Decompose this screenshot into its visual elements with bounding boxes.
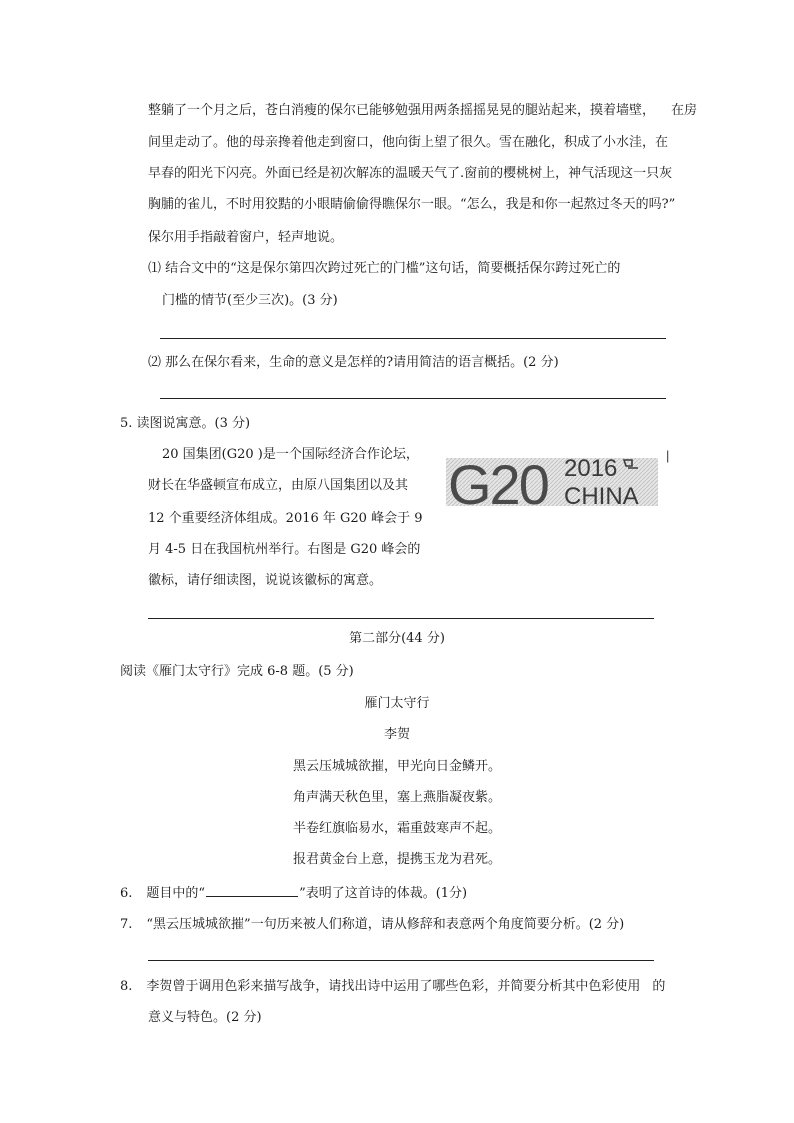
q7-number: 7. [120,917,133,932]
q6: 6. 题目中的“ ”表明了这首诗的体裁。(1分) [120,886,468,901]
q5-title: 5. 读图说寓意。(3 分) [120,416,251,431]
answer-line[interactable] [148,618,654,619]
poem-line: 报君黄金台上意，提携玉龙为君死。 [292,852,501,867]
q6-blank[interactable] [206,886,298,897]
q5-line-3: 12 个重要经济体组成。2016 年 G20 峰会于 9 [148,511,423,526]
q8-line-1: 8. 李贺曾于调用色彩来描写战争，请找出诗中运用了哪些色彩，并简要分析其中色彩使用 的 [120,979,666,994]
passage-line-3: 早春的阳光下闪亮。外面已经是初次解冻的温暖天气了.窗前的樱桃树上，神气活现这一只灰 [148,166,673,181]
poem-title: 雁门太守行 [364,696,430,711]
q6-number: 6. [120,886,133,901]
q5-line-4: 月 4-5 日在我国杭州举行。右图是 G20 峰会的 [148,542,421,557]
passage-line-5: 保尔用手指敲着窗户，轻声地说。 [148,230,344,245]
passage-line-2: 间里走动了。他的母亲搀着他走到窗口，他向街上望了很久。雪在融化，积成了小水洼，在 [148,135,669,150]
passage-line-1: 整躺了一个月之后，苍白消瘦的保尔已能够勉强用两条摇摇晃晃的腿站起来，摸着墙壁， 在房 [148,103,698,118]
part2-intro: 阅读《雁门太守行》完成 6-8 题。(5 分) [120,664,354,679]
q5-line-5: 徽标，请仔细读图，说说该徽标的寓意。 [148,573,383,588]
g20-logo-mark: G20 [448,453,548,516]
q5-line-1: 20 国集团(G20 )是一个国际经济合作论坛， [162,447,419,462]
q8-line-2: 意义与特色。(2 分) [148,1010,262,1025]
q4-sub2: ⑵ 那么在保尔看来，生命的意义是怎样的?请用简洁的语言概括。(2 分) [148,355,559,370]
poem-author: 李贺 [383,727,410,742]
poem-line: 黑云压城城欲摧，甲光向日金鳞开。 [292,759,501,774]
q5-line-2: 财长在华盛顿宣布成立，由原八国集团以及其 [148,478,409,493]
q4-sub1-line-2: 门槛的情节(至少三次)。(3 分) [162,293,338,308]
answer-line[interactable] [160,398,666,399]
q4-sub1-line-1: ⑴ 结合文中的“这是保尔第四次跨过死亡的门槛”这句话，简要概括保尔跨过死亡的 [148,261,621,276]
part2-heading: 第二部分(44 分) [349,631,445,646]
logo-country: CHINA [564,483,639,510]
logo-year: 2016 [564,455,618,482]
q7: 7. “黑云压城城欲摧”一句历来被人们称道，请从修辞和表意两个角度简要分析。(2 分) [120,917,625,932]
q8-number: 8. [120,979,133,994]
answer-line[interactable] [148,960,654,961]
g20-logo [446,448,670,516]
poem-line: 角声满天秋色里，塞上燕脂凝夜紫。 [292,790,501,805]
passage-line-4: 胸脯的雀儿，不时用狡黠的小眼睛偷偷得瞧保尔一眼。“怎么，我是和你一起熬过冬天的吗?” [148,197,676,212]
poem-line: 半卷红旗临易水，霜重鼓寒声不起。 [292,821,501,836]
logo-tick-mark: | [666,448,670,463]
answer-line[interactable] [160,338,666,339]
